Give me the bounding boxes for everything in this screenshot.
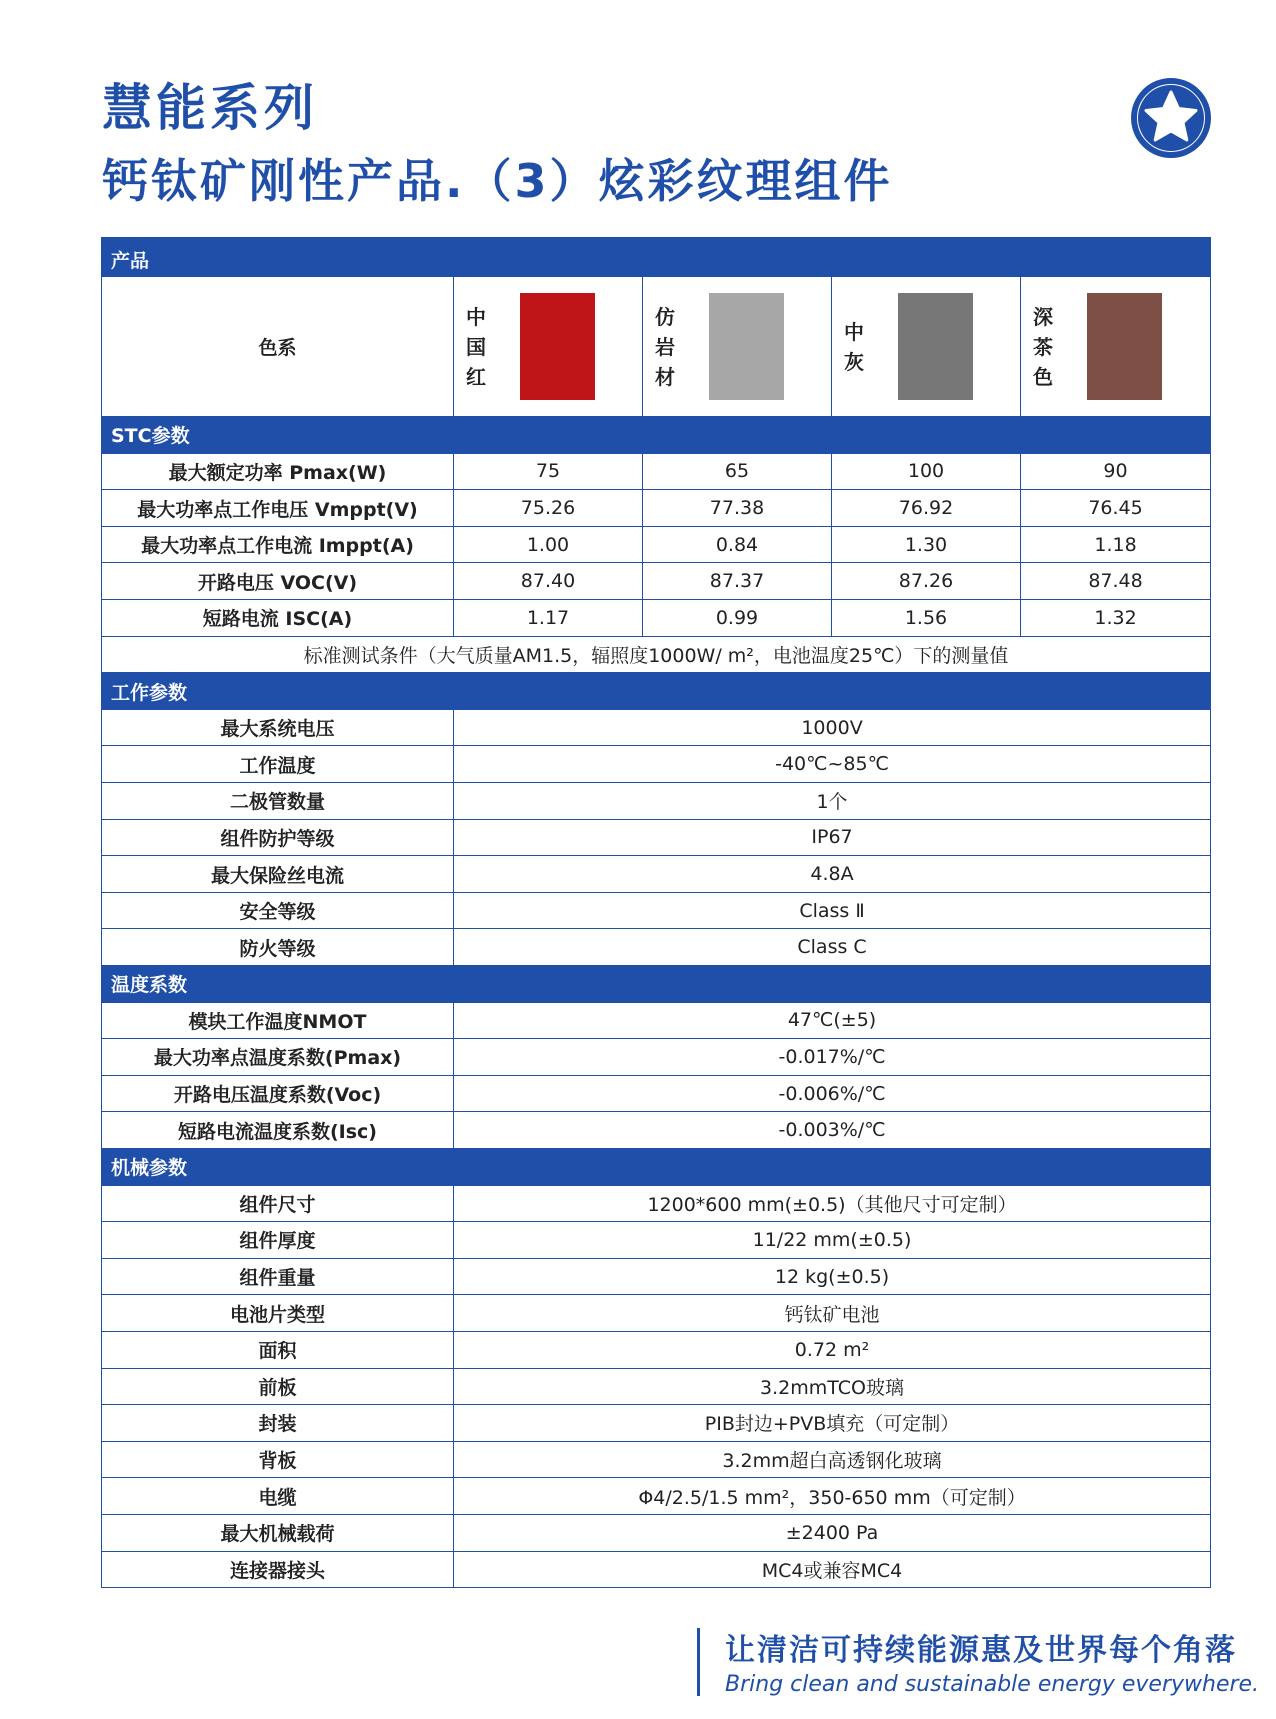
- row-value: 钙钛矿电池: [454, 1295, 1211, 1332]
- table-row: [102, 636, 1211, 673]
- row-value: 87.37: [643, 563, 832, 600]
- row-value: 65: [643, 453, 832, 490]
- row-value: -0.003%/℃: [454, 1112, 1211, 1149]
- table-row: [102, 1185, 1211, 1222]
- row-value: 75.26: [454, 490, 643, 527]
- color-variant-cell: [454, 277, 643, 417]
- row-value: 0.84: [643, 526, 832, 563]
- row-value: Class C: [454, 929, 1211, 966]
- table-row: [102, 892, 1211, 929]
- table-row: [102, 1441, 1211, 1478]
- color-row: [102, 277, 1211, 417]
- row-label: 最大功率点工作电压 Vmppt(V): [102, 490, 454, 527]
- variant-name: [651, 302, 679, 392]
- page-title: 钙钛矿刚性产品.（3）炫彩纹理组件: [102, 154, 893, 208]
- row-value: 3.2mmTCO玻璃: [454, 1368, 1211, 1405]
- table-row: [102, 526, 1211, 563]
- row-value: 1.32: [1021, 600, 1211, 637]
- row-label: 电池片类型: [102, 1295, 454, 1332]
- row-value: 4.8A: [454, 856, 1211, 893]
- color-swatch: [1087, 293, 1162, 400]
- table-row: [102, 1331, 1211, 1368]
- table-row: [102, 783, 1211, 820]
- table-row: [102, 1368, 1211, 1405]
- row-value: -0.006%/℃: [454, 1075, 1211, 1112]
- row-label: 防火等级: [102, 929, 454, 966]
- row-label: 组件尺寸: [102, 1185, 454, 1222]
- row-value: ±2400 Pa: [454, 1514, 1211, 1551]
- table-row: [102, 1478, 1211, 1515]
- variant-name-char: 材: [655, 364, 675, 389]
- row-label: 电缆: [102, 1478, 454, 1515]
- slogan-english: Bring clean and sustainable energy everywhere.: [725, 1672, 1260, 1697]
- table-row: [102, 1405, 1211, 1442]
- table-row: [102, 856, 1211, 893]
- row-value: 87.48: [1021, 563, 1211, 600]
- row-label: 前板: [102, 1368, 454, 1405]
- row-value: 87.26: [832, 563, 1021, 600]
- section-title: 产品: [102, 240, 1211, 277]
- row-value: 1个: [454, 783, 1211, 820]
- row-label: 最大功率点工作电流 Imppt(A): [102, 526, 454, 563]
- row-label: 色系: [102, 277, 454, 417]
- variant-name-char: 深: [1033, 304, 1053, 329]
- row-label: 最大机械载荷: [102, 1514, 454, 1551]
- section-header: [102, 966, 1211, 1003]
- row-value: 1200*600 mm(±0.5)（其他尺寸可定制）: [454, 1185, 1211, 1222]
- row-value: 1.30: [832, 526, 1021, 563]
- row-value: Φ4/2.5/1.5 mm²，350-650 mm（可定制）: [454, 1478, 1211, 1515]
- row-label: 连接器接头: [102, 1551, 454, 1588]
- row-value: 12 kg(±0.5): [454, 1258, 1211, 1295]
- row-label: 安全等级: [102, 892, 454, 929]
- row-label: 开路电压 VOC(V): [102, 563, 454, 600]
- color-variant-cell: [1021, 277, 1211, 417]
- table-row: [102, 1039, 1211, 1076]
- row-label: 短路电流 ISC(A): [102, 600, 454, 637]
- table-row: [102, 600, 1211, 637]
- section-title: 工作参数: [102, 673, 1211, 710]
- table-row: [102, 1222, 1211, 1259]
- series-title: 慧能系列: [102, 79, 318, 137]
- variant-name-char: 仿: [655, 304, 675, 329]
- color-variant-cell: [832, 277, 1021, 417]
- row-value: 75: [454, 453, 643, 490]
- row-label: 最大功率点温度系数(Pmax): [102, 1039, 454, 1076]
- row-label: 组件防护等级: [102, 819, 454, 856]
- row-label: 开路电压温度系数(Voc): [102, 1075, 454, 1112]
- footer-divider: [697, 1628, 700, 1696]
- row-value: -40℃~85℃: [454, 746, 1211, 783]
- table-row: [102, 819, 1211, 856]
- row-label: 工作温度: [102, 746, 454, 783]
- variant-name: [462, 302, 490, 392]
- color-swatch: [520, 293, 595, 400]
- variant-name-char: 岩: [655, 334, 675, 359]
- row-label: 二极管数量: [102, 783, 454, 820]
- row-value: 1000V: [454, 709, 1211, 746]
- section-header: [102, 417, 1211, 454]
- table-row: [102, 563, 1211, 600]
- row-label: 最大保险丝电流: [102, 856, 454, 893]
- star-icon: [1130, 77, 1212, 159]
- slogan-chinese: 让清洁可持续能源惠及世界每个角落: [725, 1633, 1237, 1668]
- row-value: 76.92: [832, 490, 1021, 527]
- row-value: MC4或兼容MC4: [454, 1551, 1211, 1588]
- variant-name: [840, 317, 868, 377]
- table-row: [102, 1514, 1211, 1551]
- table-row: [102, 490, 1211, 527]
- table-row: [102, 929, 1211, 966]
- row-value: 1.17: [454, 600, 643, 637]
- table-row: [102, 453, 1211, 490]
- variant-name: [1029, 302, 1057, 392]
- row-value: 1.00: [454, 526, 643, 563]
- section-title: STC参数: [102, 417, 1211, 454]
- row-value: 87.40: [454, 563, 643, 600]
- table-row: [102, 1002, 1211, 1039]
- row-value: 3.2mm超白高透钢化玻璃: [454, 1441, 1211, 1478]
- row-label: 最大系统电压: [102, 709, 454, 746]
- row-value: 77.38: [643, 490, 832, 527]
- variant-name-char: 色: [1033, 364, 1053, 389]
- section-header: [102, 1148, 1211, 1185]
- row-value: Class Ⅱ: [454, 892, 1211, 929]
- table-row: [102, 709, 1211, 746]
- row-value: 76.45: [1021, 490, 1211, 527]
- row-value: 0.99: [643, 600, 832, 637]
- variant-name-char: 灰: [844, 349, 864, 374]
- row-label: 组件厚度: [102, 1222, 454, 1259]
- table-row: [102, 1258, 1211, 1295]
- row-value: 47℃(±5): [454, 1002, 1211, 1039]
- row-label: 最大额定功率 Pmax(W): [102, 453, 454, 490]
- section-title: 机械参数: [102, 1148, 1211, 1185]
- row-label: 组件重量: [102, 1258, 454, 1295]
- table-row: [102, 1295, 1211, 1332]
- row-value: 100: [832, 453, 1021, 490]
- variant-name-char: 国: [466, 334, 486, 359]
- stc-note: 标准测试条件（大气质量AM1.5，辐照度1000W/ m²，电池温度25℃）下的测量值: [102, 636, 1211, 673]
- color-variant-cell: [643, 277, 832, 417]
- row-value: 1.56: [832, 600, 1021, 637]
- row-value: 0.72 m²: [454, 1331, 1211, 1368]
- row-value: 90: [1021, 453, 1211, 490]
- row-value: IP67: [454, 819, 1211, 856]
- row-value: 11/22 mm(±0.5): [454, 1222, 1211, 1259]
- row-label: 封装: [102, 1405, 454, 1442]
- section-product: [102, 240, 1211, 277]
- table-row: [102, 1075, 1211, 1112]
- row-label: 面积: [102, 1331, 454, 1368]
- variant-name-char: 茶: [1033, 334, 1053, 359]
- row-label: 短路电流温度系数(Isc): [102, 1112, 454, 1149]
- section-header: [102, 673, 1211, 710]
- variant-name-char: 中: [466, 304, 486, 329]
- row-value: PIB封边+PVB填充（可定制）: [454, 1405, 1211, 1442]
- section-title: 温度系数: [102, 966, 1211, 1003]
- table-row: [102, 1551, 1211, 1588]
- row-label: 模块工作温度NMOT: [102, 1002, 454, 1039]
- row-label: 背板: [102, 1441, 454, 1478]
- variant-name-char: 红: [466, 364, 486, 389]
- table-row: [102, 746, 1211, 783]
- color-swatch: [709, 293, 784, 400]
- row-value: 1.18: [1021, 526, 1211, 563]
- variant-name-char: 中: [844, 319, 864, 344]
- color-swatch: [898, 293, 973, 400]
- table-row: [102, 1112, 1211, 1149]
- spec-table: [101, 237, 1211, 1588]
- row-value: -0.017%/℃: [454, 1039, 1211, 1076]
